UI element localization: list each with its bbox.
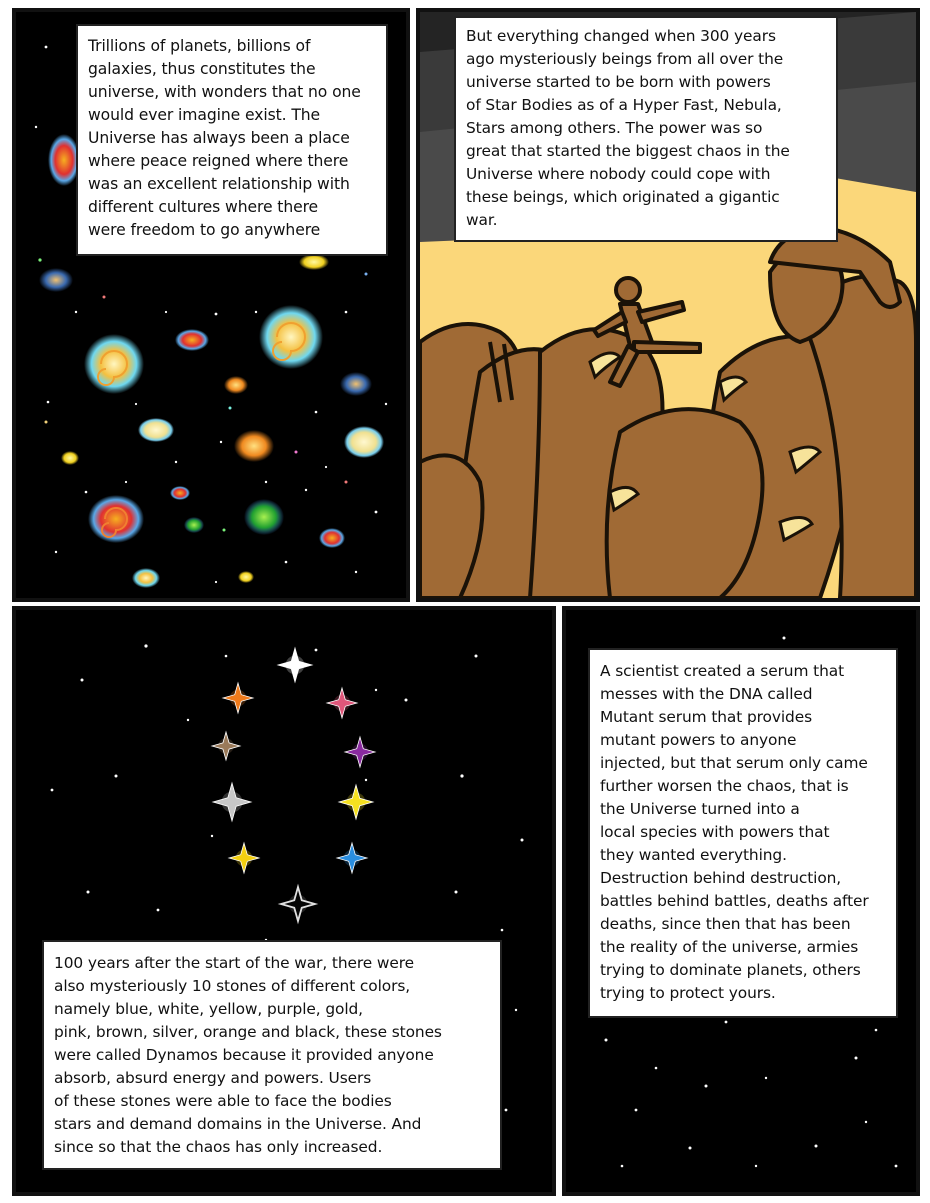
panel-mutant-serum [562,606,920,1196]
caption-mutant-serum: A scientist created a serum that messes with the DNA called Mutant serum that provides mutant powers to anyone injected, but that serum only came further worsen the chaos, that is the Universe turned into a local species with powers that they wanted everything. Destruction behind destruction, battles behind battles, deaths after deaths, since then that has been the reality of the universe, armies trying to dominate planets, others trying to protect yours. [588,648,898,1018]
panel-dynamo-stones [12,606,556,1196]
caption-war-origin: But everything changed when 300 years ago mysteriously beings from all over the universe started to be born with powers of Star Bodies as of a Hyper Fast, Nebula, Stars among others. The power was so great that started the biggest chaos in the Universe where nobody could cope with these beings, which originated a gigantic war. [454,16,838,242]
caption-dynamo-stones: 100 years after the start of the war, there were also mysteriously 10 stones of different colors, namely blue, white, yellow, purple, gold, pink, brown, silver, orange and black, these stones were called Dynamos because it provided anyone absorb, absurd energy and powers. Users of these stones were able to face the bodies stars and demand domains in the Universe. And since so that the chaos has only increased. [42,940,502,1170]
panel-war [416,8,920,602]
panel-galaxies [12,8,410,602]
caption-universe-intro: Trillions of planets, billions of galaxies, thus constitutes the universe, with wonders that no one would ever imagine exist. The Universe has always been a place where peace reigned where there was an excellent relationship with different cultures where there were freedom to go anywhere [76,24,388,256]
